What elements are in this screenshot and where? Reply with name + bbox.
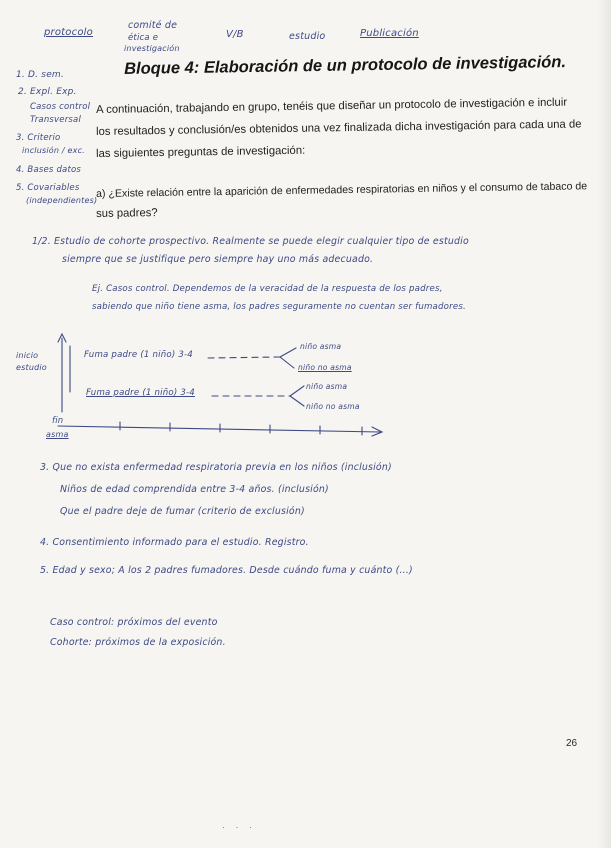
hw-diagram-end-label-2: asma	[46, 430, 69, 439]
hw-margin-note-3: Casos control	[30, 102, 91, 112]
hw-margin-note-7: 4. Bases datos	[16, 165, 82, 175]
hw-answer-4: 4. Consentimiento informado para el estudio. Registro.	[40, 537, 309, 548]
hw-vb: V/B	[226, 29, 244, 40]
hw-estudio: estudio	[289, 31, 326, 42]
hw-margin-note-5: 3. Criterio	[16, 133, 61, 143]
timeline-horizontal-line	[58, 426, 380, 432]
hw-answer-12-line-2: siempre que se justifique pero siempre hay uno más adecuado.	[62, 254, 374, 265]
hw-etica: ética e	[128, 33, 159, 43]
page-title: Bloque 4: Elaboración de un protocolo de investigación.	[124, 53, 567, 78]
hw-comite: comité de	[128, 20, 178, 31]
hw-answer-5: 5. Edad y sexo; A los 2 padres fumadores. Desde cuándo fuma y cuánto (...)	[40, 565, 413, 576]
hw-diagram-branch-top: Fuma padre (1 niño) 3-4	[84, 350, 193, 360]
hw-diagram-outcome-4: niño no asma	[306, 402, 360, 411]
hw-margin-note-2: 2. Expl. Exp.	[18, 87, 77, 97]
hw-footer-note-1: Caso control: próximos del evento	[50, 617, 218, 628]
hw-margin-note-9: (independientes)	[26, 196, 98, 205]
intro-line-1: A continuación, trabajando en grupo, tenéis que diseñar un protocolo de investigación e incluir	[96, 96, 568, 116]
branch-top-dashes	[208, 357, 280, 358]
hw-footer-note-2: Cohorte: próximos de la exposición.	[50, 637, 226, 648]
question-a-line-1: a) ¿Existe relación entre la aparición de enfermedades respiratorias en niños y el consumo de tabaco de	[96, 180, 588, 200]
intro-line-2: los resultados y conclusión/es obtenidos una vez finalizada dicha investigación para cada una de	[96, 118, 582, 138]
hw-answer-12-line-4: sabiendo que niño tiene asma, los padres seguramente no cuentan ser fumadores.	[92, 302, 466, 312]
hw-margin-note-6: inclusión / exc.	[22, 146, 85, 155]
hw-investigacion: investigación	[124, 44, 180, 53]
question-a-line-2: sus padres?	[96, 207, 158, 220]
hw-margin-note-8: 5. Covariables	[16, 183, 80, 193]
hw-diagram-outcome-2: niño no asma	[298, 363, 352, 372]
hw-answer-3-line-2: Niños de edad comprendida entre 3-4 años. (inclusión)	[60, 484, 329, 495]
hw-diagram-branch-bottom: Fuma padre (1 niño) 3-4	[86, 388, 195, 398]
hw-protocolo: protocolo	[44, 27, 93, 38]
page-number: 26	[566, 738, 578, 749]
hw-answer-12-line-1: 1/2. Estudio de cohorte prospectivo. Realmente se puede elegir cualquier tipo de estudio	[32, 236, 469, 247]
hw-diagram-start-label-1: inicio	[16, 351, 39, 360]
branch-bottom-split-down	[290, 396, 304, 406]
branch-top-split-up	[280, 348, 296, 357]
hw-answer-3-line-1: 3. Que no exista enfermedad respiratoria previa en los niños (inclusión)	[40, 462, 392, 473]
hw-answer-12-line-3: Ej. Casos control. Dependemos de la veracidad de la respuesta de los padres,	[92, 284, 443, 294]
hw-diagram-outcome-3: niño asma	[306, 382, 348, 391]
hw-diagram-end-label-1: fin	[52, 416, 64, 426]
hw-diagram-outcome-1: niño asma	[300, 342, 342, 351]
branch-bottom-split-up	[290, 386, 304, 396]
hw-answer-3-line-3: Que el padre deje de fumar (criterio de exclusión)	[60, 506, 305, 517]
hw-margin-note-1: 1. D. sem.	[16, 70, 64, 80]
hw-publicacion: Publicación	[360, 28, 419, 39]
intro-line-3: las siguientes preguntas de investigación:	[96, 144, 306, 160]
hw-margin-note-4: Transversal	[30, 115, 82, 125]
hw-diagram-start-label-2: estudio	[16, 363, 47, 372]
scan-specks: · · ·	[222, 822, 256, 832]
branch-top-split-down	[280, 357, 294, 368]
